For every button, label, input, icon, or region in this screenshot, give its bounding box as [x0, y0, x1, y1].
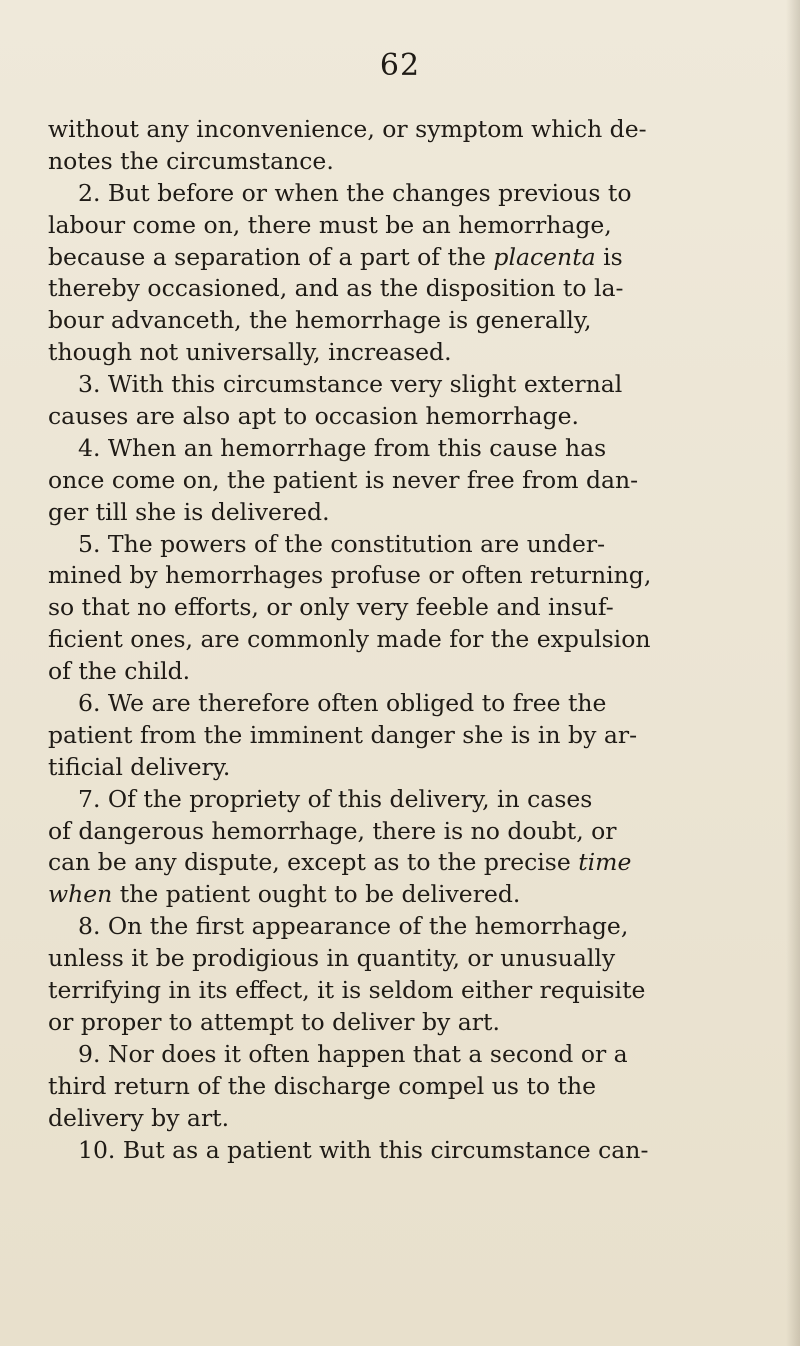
text-line [48, 720, 788, 752]
italic-text: placenta [493, 242, 596, 271]
text-segment: unless it be prodigious in quantity, or unusually [48, 944, 616, 973]
text-line [48, 1007, 788, 1039]
text-segment: tificial delivery. [48, 752, 231, 781]
italic-text: when [48, 880, 113, 909]
text-line [48, 1135, 788, 1167]
text-line [48, 305, 788, 337]
text-segment: ficient ones, are commonly made for the expulsion [48, 625, 651, 654]
text-line [48, 975, 788, 1007]
text-line [48, 114, 788, 146]
text-segment: mined by hemorrhages profuse or often returning, [48, 561, 652, 590]
body-text [48, 114, 788, 1166]
text-segment: though not universally, increased. [48, 338, 452, 367]
text-line [48, 242, 788, 274]
text-segment: 9. Nor does it often happen that a second or a [78, 1039, 628, 1068]
text-line [48, 210, 788, 242]
text-segment: third return of the discharge compel us to the [48, 1071, 596, 1100]
text-line [48, 943, 788, 975]
text-line [48, 879, 788, 911]
text-segment: 5. The powers of the constitution are under- [78, 529, 606, 558]
text-segment: delivery by art. [48, 1103, 230, 1132]
text-segment: 8. On the first appearance of the hemorrhage, [78, 912, 629, 941]
text-segment: 10. But as a patient with this circumstance can- [78, 1135, 649, 1164]
text-line [48, 656, 788, 688]
text-segment: without any inconvenience, or symptom which de- [48, 115, 647, 143]
text-segment: 3. With this circumstance very slight external [78, 370, 623, 399]
text-line [48, 401, 788, 433]
text-line [48, 369, 788, 401]
text-segment: of dangerous hemorrhage, there is no doubt, or [48, 816, 617, 845]
text-segment: of the child. [48, 657, 191, 686]
text-line [48, 592, 788, 624]
text-segment: thereby occasioned, and as the disposition to la- [48, 274, 624, 303]
text-line [48, 178, 788, 210]
text-line [48, 273, 788, 305]
text-segment: ger till she is delivered. [48, 497, 330, 526]
text-line [48, 465, 788, 497]
text-line [48, 784, 788, 816]
text-line [48, 529, 788, 561]
text-line [48, 146, 788, 178]
text-line [48, 911, 788, 943]
page-number: 62 [379, 48, 421, 83]
text-segment: because a separation of a part of the [48, 242, 494, 271]
text-line [48, 497, 788, 529]
text-segment: bour advanceth, the hemorrhage is generally, [48, 306, 592, 335]
text-segment: 4. When an hemorrhage from this cause has [78, 433, 607, 462]
text-line [48, 560, 788, 592]
text-segment: patient from the imminent danger she is in by ar- [48, 720, 638, 749]
text-line [48, 1103, 788, 1135]
text-segment: terrifying in its effect, it is seldom either requisite [48, 976, 646, 1005]
text-segment: can be any dispute, except as to the precise [48, 848, 579, 877]
text-line [48, 847, 788, 879]
text-line [48, 816, 788, 848]
text-line [48, 433, 788, 465]
text-segment: the patient ought to be delivered. [112, 880, 521, 909]
text-segment: or proper to attempt to deliver by art. [48, 1007, 500, 1036]
text-segment: notes the circumstance. [48, 146, 334, 175]
text-line [48, 688, 788, 720]
text-segment: so that no efforts, or only very feeble and insuf- [48, 593, 614, 622]
italic-text: time [578, 848, 632, 877]
text-segment: 7. Of the propriety of this delivery, in cases [78, 784, 593, 813]
text-line [48, 337, 788, 369]
text-segment: labour come on, there must be an hemorrhage, [48, 210, 612, 239]
text-line [48, 1039, 788, 1071]
text-segment: is [595, 242, 623, 271]
text-line [48, 624, 788, 656]
page-edge-shadow [786, 0, 800, 1346]
text-segment: 2. But before or when the changes previous to [78, 178, 632, 207]
text-line [48, 1071, 788, 1103]
text-line [48, 752, 788, 784]
text-segment: 6. We are therefore often obliged to free the [78, 689, 607, 718]
text-segment: once come on, the patient is never free from dan- [48, 465, 639, 494]
text-segment: causes are also apt to occasion hemorrhage. [48, 402, 579, 431]
